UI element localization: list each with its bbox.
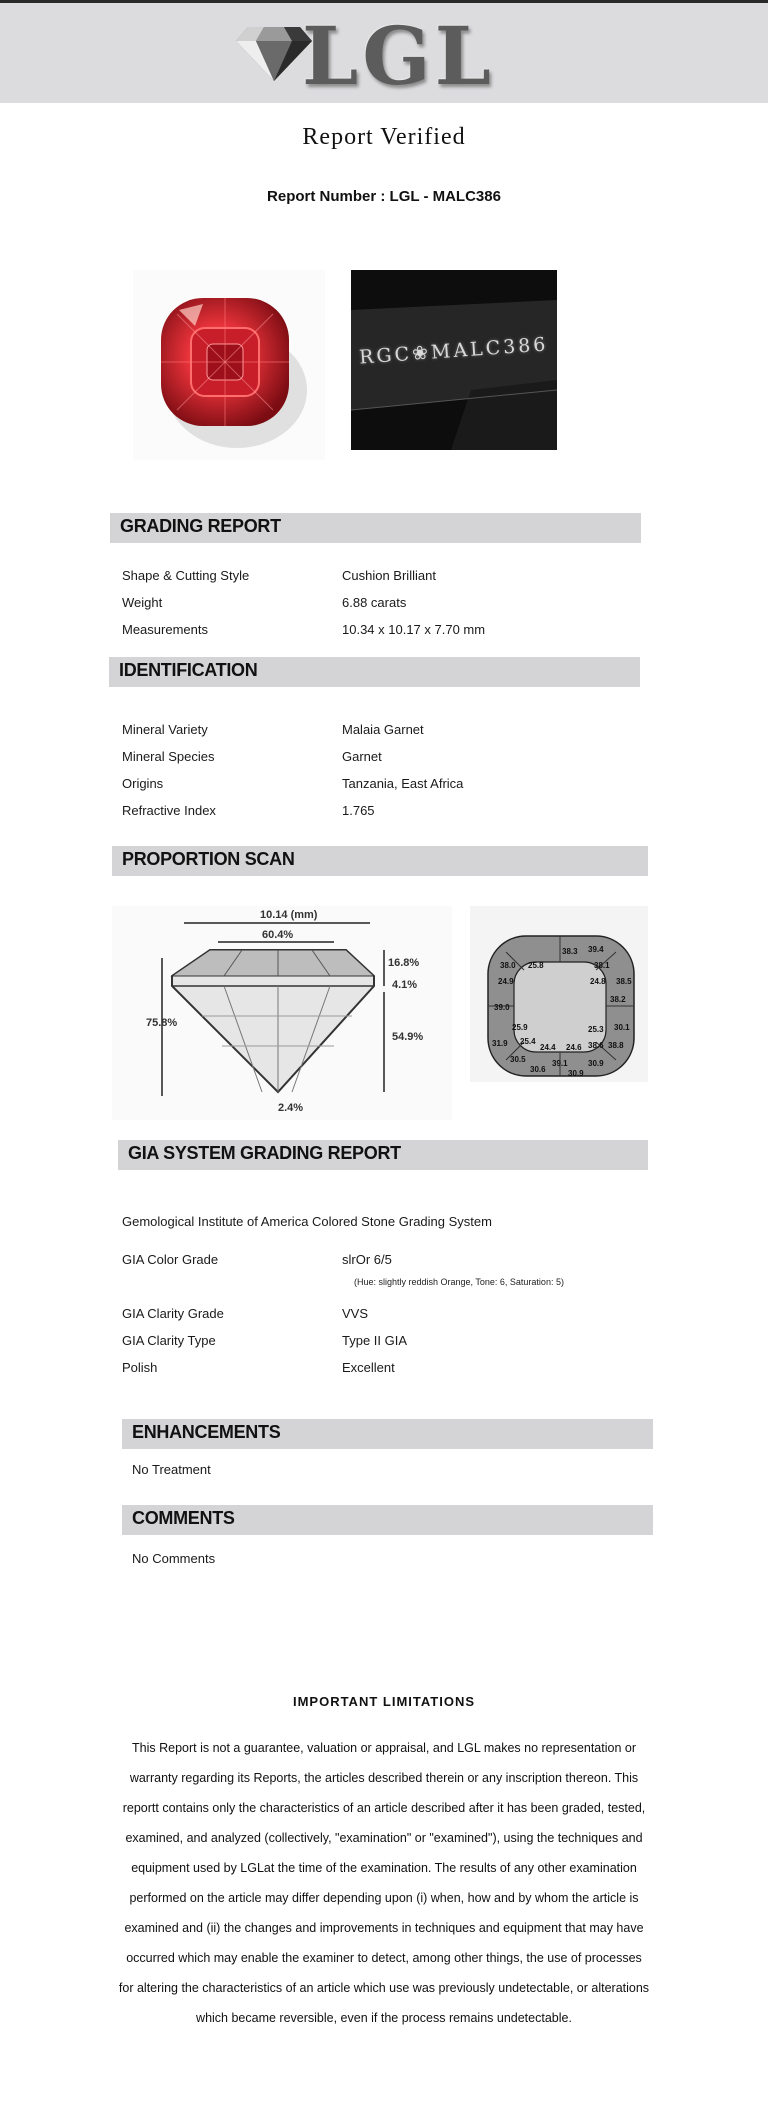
comments-header [122,1505,653,1535]
facet-value: 39.0 [494,1003,510,1012]
pavilion-label: 54.9% [392,1031,424,1043]
facet-value: 24.6 [566,1043,582,1052]
facet-value: 38.8 [608,1041,624,1050]
facet-value: 38.0 [500,961,516,970]
facet-value: 31.9 [492,1039,508,1048]
facet-value: 38.3 [562,947,578,956]
facet-value: 39.4 [588,945,604,954]
gia-intro: Gemological Institute of America Colored Stone Grading System [122,1214,492,1229]
facet-value: 30.6 [530,1065,546,1074]
row-label: Origins [122,776,164,791]
row-label: Polish [122,1360,158,1375]
total-depth-label: 75.8% [146,1017,178,1029]
row-value: Cushion Brilliant [342,568,436,583]
culet-label: 2.4% [278,1102,304,1114]
row-label: Shape & Cutting Style [122,568,250,583]
facet-value: 38.1 [594,961,610,970]
row-label: GIA Color Grade [122,1252,219,1267]
inscription-text: RGC❀MALC386 [358,333,550,369]
comments-title: COMMENTS [132,1508,235,1528]
row-value: slrOr 6/5 [342,1252,392,1267]
facet-value: 38.2 [610,995,626,1004]
facet-value: 38.6 [588,1041,604,1050]
facet-value: 24.4 [540,1043,556,1052]
enhancements-header [122,1419,653,1449]
lgl-logo [232,9,495,103]
row-value: Tanzania, East Africa [342,776,464,791]
row-label: Weight [122,595,163,610]
facet-value: 38.5 [616,977,632,986]
inscription-photo [351,270,557,450]
limitations-body: This Report is not a guarantee, valuation or appraisal, and LGL makes no representation or warranty regarding its Reports, the articles described therein or any inscription thereon. This reportt contains only the characteristics of an article described after it has been graded, tested, examined, and analyzed (collectively, "examination" or "examined"), using the techniques and equipment used by LGLat the time of the examination. The results of any other examination performed on the article may differ depending upon (i) when, how and by whom the article is examined and (ii) the changes and improvements in techniques and equipment that may have occurred which may enable the examiner to detect, among other things, the use of processes for altering the characteristics of an article which use was previously undetectable, or alterations which became reversible, even if the process remains undetectable. [118,1741,650,2025]
facet-value: 25.3 [588,1025,604,1034]
gia-report-header [118,1140,648,1170]
row-value: 6.88 carats [342,595,407,610]
gemstone-photo [133,270,325,460]
row-value: Type II GIA [342,1333,408,1348]
proportion-profile-diagram [112,906,452,1120]
facet-value: 30.9 [588,1059,604,1068]
enhancements-title: ENHANCEMENTS [132,1422,281,1442]
facet-value: 30.5 [510,1055,526,1064]
facet-value: 30.1 [614,1023,630,1032]
crown-label: 16.8% [388,957,420,969]
proportion-scan-title: PROPORTION SCAN [122,849,295,869]
row-value: Malaia Garnet [342,722,424,737]
enhancements-text: No Treatment [132,1462,211,1477]
table-label: 60.4% [262,929,294,941]
row-label: Mineral Species [122,749,215,764]
page-title: Report Verified [302,124,466,150]
grading-report-header [110,513,641,543]
facet-value: 30.9 [568,1069,584,1078]
facet-value: 25.8 [528,961,544,970]
row-label: Refractive Index [122,803,216,818]
color-grade-note: (Hue: slightly reddish Orange, Tone: 6, Saturation: 5) [354,1277,564,1287]
facet-value: 39.1 [552,1059,568,1068]
facet-angle-diagram [470,906,648,1082]
row-label: GIA Clarity Grade [122,1306,224,1321]
facet-value: 25.4 [520,1037,536,1046]
limitations-title: IMPORTANT LIMITATIONS [292,1694,476,1709]
row-value: VVS [342,1306,369,1321]
row-value: 10.34 x 10.17 x 7.70 mm [342,622,486,637]
report-number: Report Number : LGL - MALC386 [267,188,501,205]
proportion-scan-header [112,846,648,876]
row-label: GIA Clarity Type [122,1333,216,1348]
identification-title: IDENTIFICATION [119,660,258,680]
gia-report-title: GIA SYSTEM GRADING REPORT [128,1143,401,1163]
facet-value: 24.8 [590,977,606,986]
grading-report-title: GRADING REPORT [120,516,281,536]
row-value: Excellent [342,1360,395,1375]
facet-value: 25.9 [512,1023,528,1032]
identification-header [109,657,640,687]
header-band [0,3,768,103]
row-value: 1.765 [342,803,375,818]
facet-value: 24.9 [498,977,514,986]
row-label: Measurements [122,622,208,637]
girdle-label: 4.1% [392,979,418,991]
row-value: Garnet [342,749,382,764]
row-label: Mineral Variety [122,722,208,737]
logo-text: LGL [302,9,495,103]
comments-text: No Comments [132,1551,216,1566]
width-label: 10.14 (mm) [260,909,318,921]
